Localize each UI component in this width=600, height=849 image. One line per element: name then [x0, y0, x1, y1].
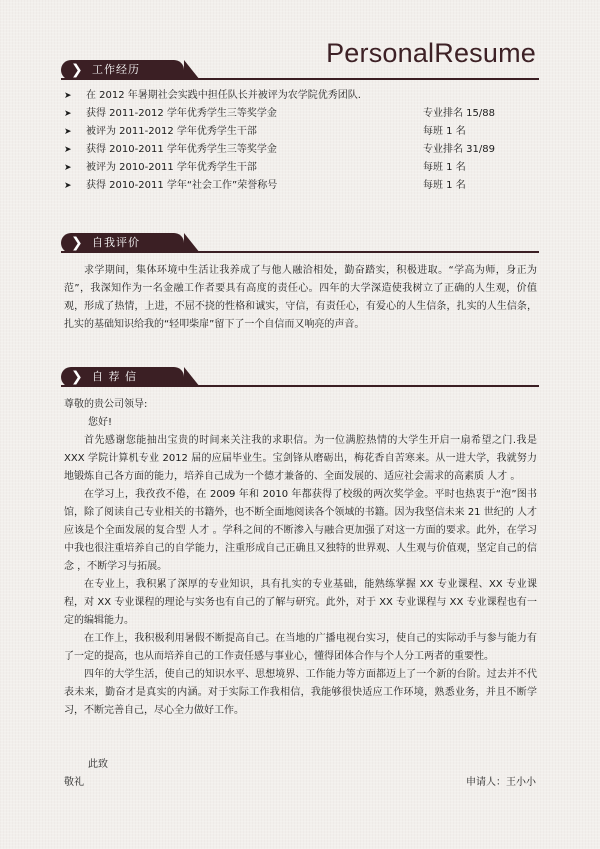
resume-title: PersonalResume: [326, 38, 536, 68]
arrow-icon: ➤: [64, 163, 72, 173]
item-text: 被评为 2011-2012 学年优秀学生干部: [86, 126, 257, 137]
chevron-right-icon: ❯: [71, 369, 83, 385]
arrow-icon: ➤: [64, 181, 72, 191]
list-item: [64, 87, 534, 105]
letter-paragraph: 在工作上，我积极利用暑假不断提高自己。在当地的广播电视台实习，使自己的实际动手与参与能力有了一定的提高，也从而培养自己的工作责任感与事业心，懂得团体合作与个人分工两者的重要性。: [64, 633, 537, 662]
list-item: [64, 159, 534, 177]
arrow-icon: ➤: [64, 145, 72, 155]
section-header-cover-letter: [61, 367, 539, 389]
letter-paragraph: 四年的大学生活，使自己的知识水平、思想境界、工作能力等方面都迈上了一个新的台阶。过去并不代表未来，勤奋才是真实的内涵。对于实际工作我相信，我能够很快适应工作环境，熟悉业务，并且不断学习，不断完善自己，尽心全力做好工作。: [64, 669, 537, 716]
item-text: 获得 2010-2011 学年优秀学生三等奖学金: [86, 144, 277, 155]
item-rank: 专业排名 31/89: [423, 144, 495, 155]
item-rank: 每班 1 名: [423, 126, 466, 137]
list-item: [64, 105, 534, 123]
self-evaluation: [64, 262, 537, 334]
chevron-right-icon: ❯: [71, 235, 83, 251]
letter-closing: 此致: [88, 759, 108, 770]
arrow-icon: ➤: [64, 109, 72, 119]
section-title: 自 荐 信: [92, 370, 137, 383]
item-rank: 每班 1 名: [423, 180, 466, 191]
letter-greeting: 您好!: [88, 417, 113, 428]
work-list: [64, 87, 534, 195]
arrow-icon: ➤: [64, 91, 72, 101]
letter-paragraph: 首先感谢您能抽出宝贵的时间来关注我的求职信。为一位满腔热情的大学生开启一扇希望之门.我是 XXX 学院计算机专业 2012 届的应届毕业生。宝剑锋从磨砺出，梅花香自苦寒来。从一进大学，我就努力地锻炼自己各方面的能力，培养自己成为一个德才兼备的、全面发展的、适应社会需求的高素质 人才 。: [64, 435, 537, 482]
letter-paragraph: 在专业上，我积累了深厚的专业知识，具有扎实的专业基础，能熟练掌握 XX 专业课程、XX 专业课程，对 XX 专业课程的理论与实务也有自己的了解与研究。此外，对于 XX 专业课程与 XX 专业课程也有一定的编辑能力。: [64, 579, 537, 626]
item-rank: 专业排名 15/88: [423, 108, 495, 119]
letter-paragraph: 在学习上，我孜孜不倦，在 2009 年和 2010 年都获得了校级的两次奖学金。平时也热衷于“泡”图书馆，除了阅读自己专业相关的书籍外，也不断全面地阅读各个领域的书籍。因为我坚信未来 21 世纪的 人才 应该是个全面发展的复合型 人才 。学科之间的不断渗入与融合更加强了对这一方面的要求。此外，在学习中我也很注重培养自己的自学能力，注重形成自己正确且又独特的世界观、人生观与价值观，坚定自己的信念 ，不断学习与拓展。: [64, 489, 537, 572]
self-eval-text: 求学期间，集体环境中生活让我养成了与他人融洽相处，勤奋踏实，积极进取。“学高为师，身正为范”，我深知作为一名金融工作者要具有高度的责任心。四年的大学深造使我树立了正确的人生观，价值观，形成了热情，上进，不屈不挠的性格和诚实，守信，有责任心，有爱心的人生信条，扎实的人生信条，扎实的基础知识给我的“轻叩柴扉”留下了一个自信而又响亮的声音。: [64, 265, 537, 330]
section-header-self-eval: [61, 233, 539, 255]
item-text: 被评为 2010-2011 学年优秀学生干部: [86, 162, 257, 173]
item-text: 在 2012 年暑期社会实践中担任队长并被评为农学院优秀团队.: [86, 90, 361, 101]
list-item: [64, 141, 534, 159]
letter-signature: 申请人：王小小: [466, 777, 536, 788]
letter-salutation: 尊敬的贵公司领导:: [64, 399, 148, 410]
item-rank: 每班 1 名: [423, 162, 466, 173]
list-item: [64, 123, 534, 141]
section-title: 自我评价: [92, 236, 140, 249]
list-item: [64, 177, 534, 195]
item-text: 获得 2011-2012 学年优秀学生三等奖学金: [86, 108, 277, 119]
item-text: 获得 2010-2011 学年“社会工作”荣誉称号: [86, 180, 278, 191]
section-header-work: [61, 60, 539, 82]
arrow-icon: ➤: [64, 127, 72, 137]
letter-regards: 敬礼: [64, 777, 84, 788]
letter-body: [64, 432, 537, 720]
chevron-right-icon: ❯: [71, 62, 83, 78]
section-title: 工作经历: [92, 63, 140, 76]
